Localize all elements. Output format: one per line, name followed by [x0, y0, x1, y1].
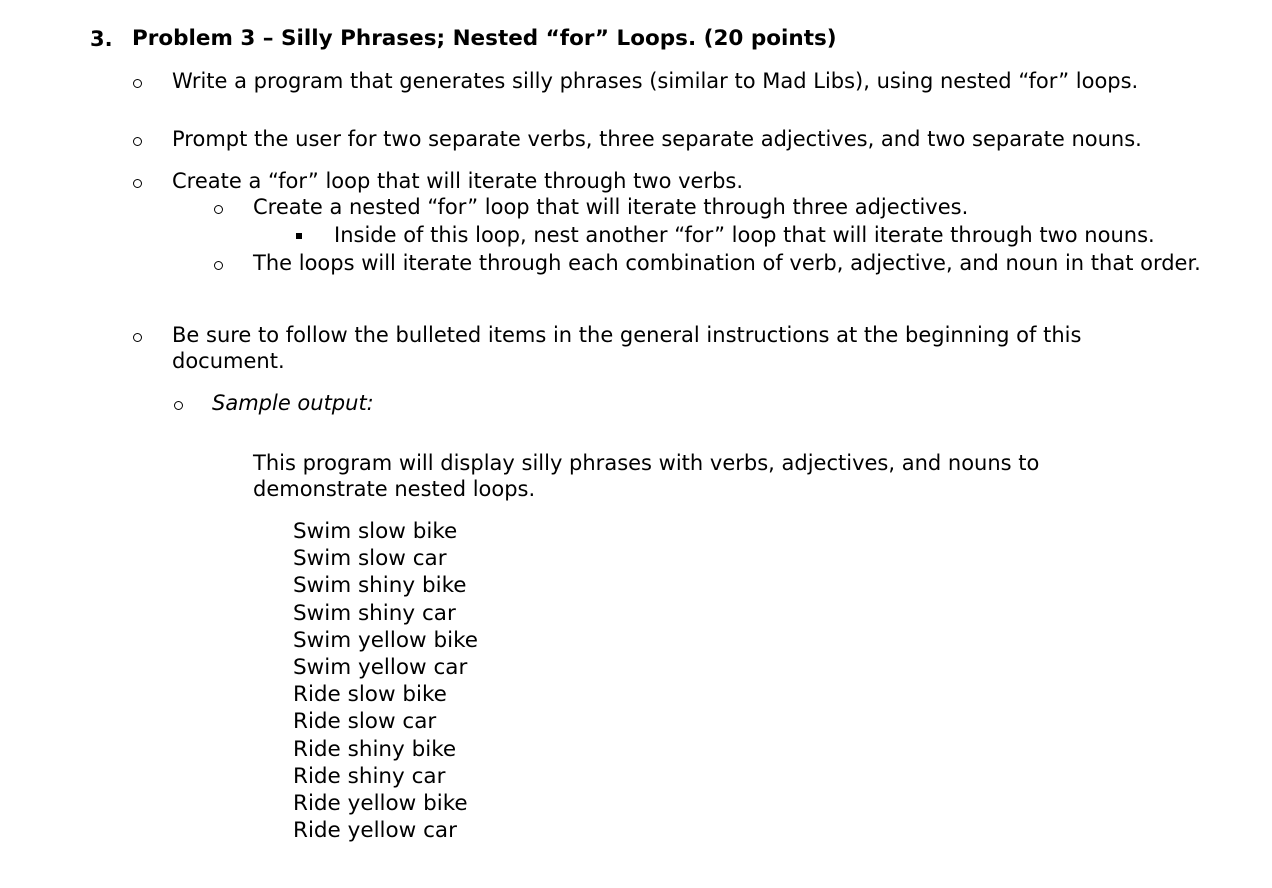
sample-output-line: Ride shiny bike — [293, 736, 457, 762]
sample-output-line: Ride yellow bike — [293, 791, 468, 817]
sample-output-line: Swim shiny bike — [293, 573, 467, 599]
sample-output-line: Ride yellow car — [293, 818, 457, 844]
problem-number: 3. — [90, 27, 113, 51]
instruction-item-1: Write a program that generates silly phrases (similar to Mad Libs), using nested “for” loops. — [172, 69, 1139, 93]
sample-output-line: Swim slow car — [293, 546, 447, 572]
hollow-bullet-icon — [133, 79, 142, 88]
sample-output-line: Swim yellow car — [293, 655, 468, 681]
square-bullet-icon — [296, 233, 302, 239]
problem-title: Problem 3 – Silly Phrases; Nested “for” Loops. (20 points) — [132, 26, 837, 51]
hollow-bullet-icon — [133, 137, 142, 146]
sample-output-line: Swim shiny car — [293, 600, 456, 626]
sample-output-intro: This program will display silly phrases with verbs, adjectives, and nouns to demonstrate nested loops. — [253, 451, 1040, 501]
sample-output-lines — [293, 518, 478, 844]
hollow-bullet-icon — [174, 401, 183, 410]
instruction-item-3: Create a “for” loop that will iterate through two verbs. — [172, 169, 744, 193]
instruction-subitem-2: The loops will iterate through each combination of verb, adjective, and noun in that order. — [253, 251, 1201, 275]
sample-output-label: Sample output: — [212, 391, 374, 415]
sample-output-line: Ride slow car — [293, 709, 437, 735]
hollow-bullet-icon — [214, 261, 223, 270]
instruction-subitem-1: Create a nested “for” loop that will iterate through three adjectives. — [253, 195, 969, 219]
hollow-bullet-icon — [133, 333, 142, 342]
sample-output-line: Ride slow bike — [293, 682, 447, 708]
instruction-item-2: Prompt the user for two separate verbs, three separate adjectives, and two separate nouns. — [172, 127, 1142, 151]
sample-output-line: Swim slow bike — [293, 519, 458, 544]
sample-output-line: Ride shiny car — [293, 763, 446, 789]
hollow-bullet-icon — [133, 179, 142, 188]
instruction-subsubitem: Inside of this loop, nest another “for” loop that will iterate through two nouns. — [334, 223, 1155, 247]
hollow-bullet-icon — [214, 205, 223, 214]
sample-output-line: Swim yellow bike — [293, 627, 478, 653]
instruction-item-4: Be sure to follow the bulleted items in the general instructions at the beginning of this document. — [172, 323, 1082, 373]
